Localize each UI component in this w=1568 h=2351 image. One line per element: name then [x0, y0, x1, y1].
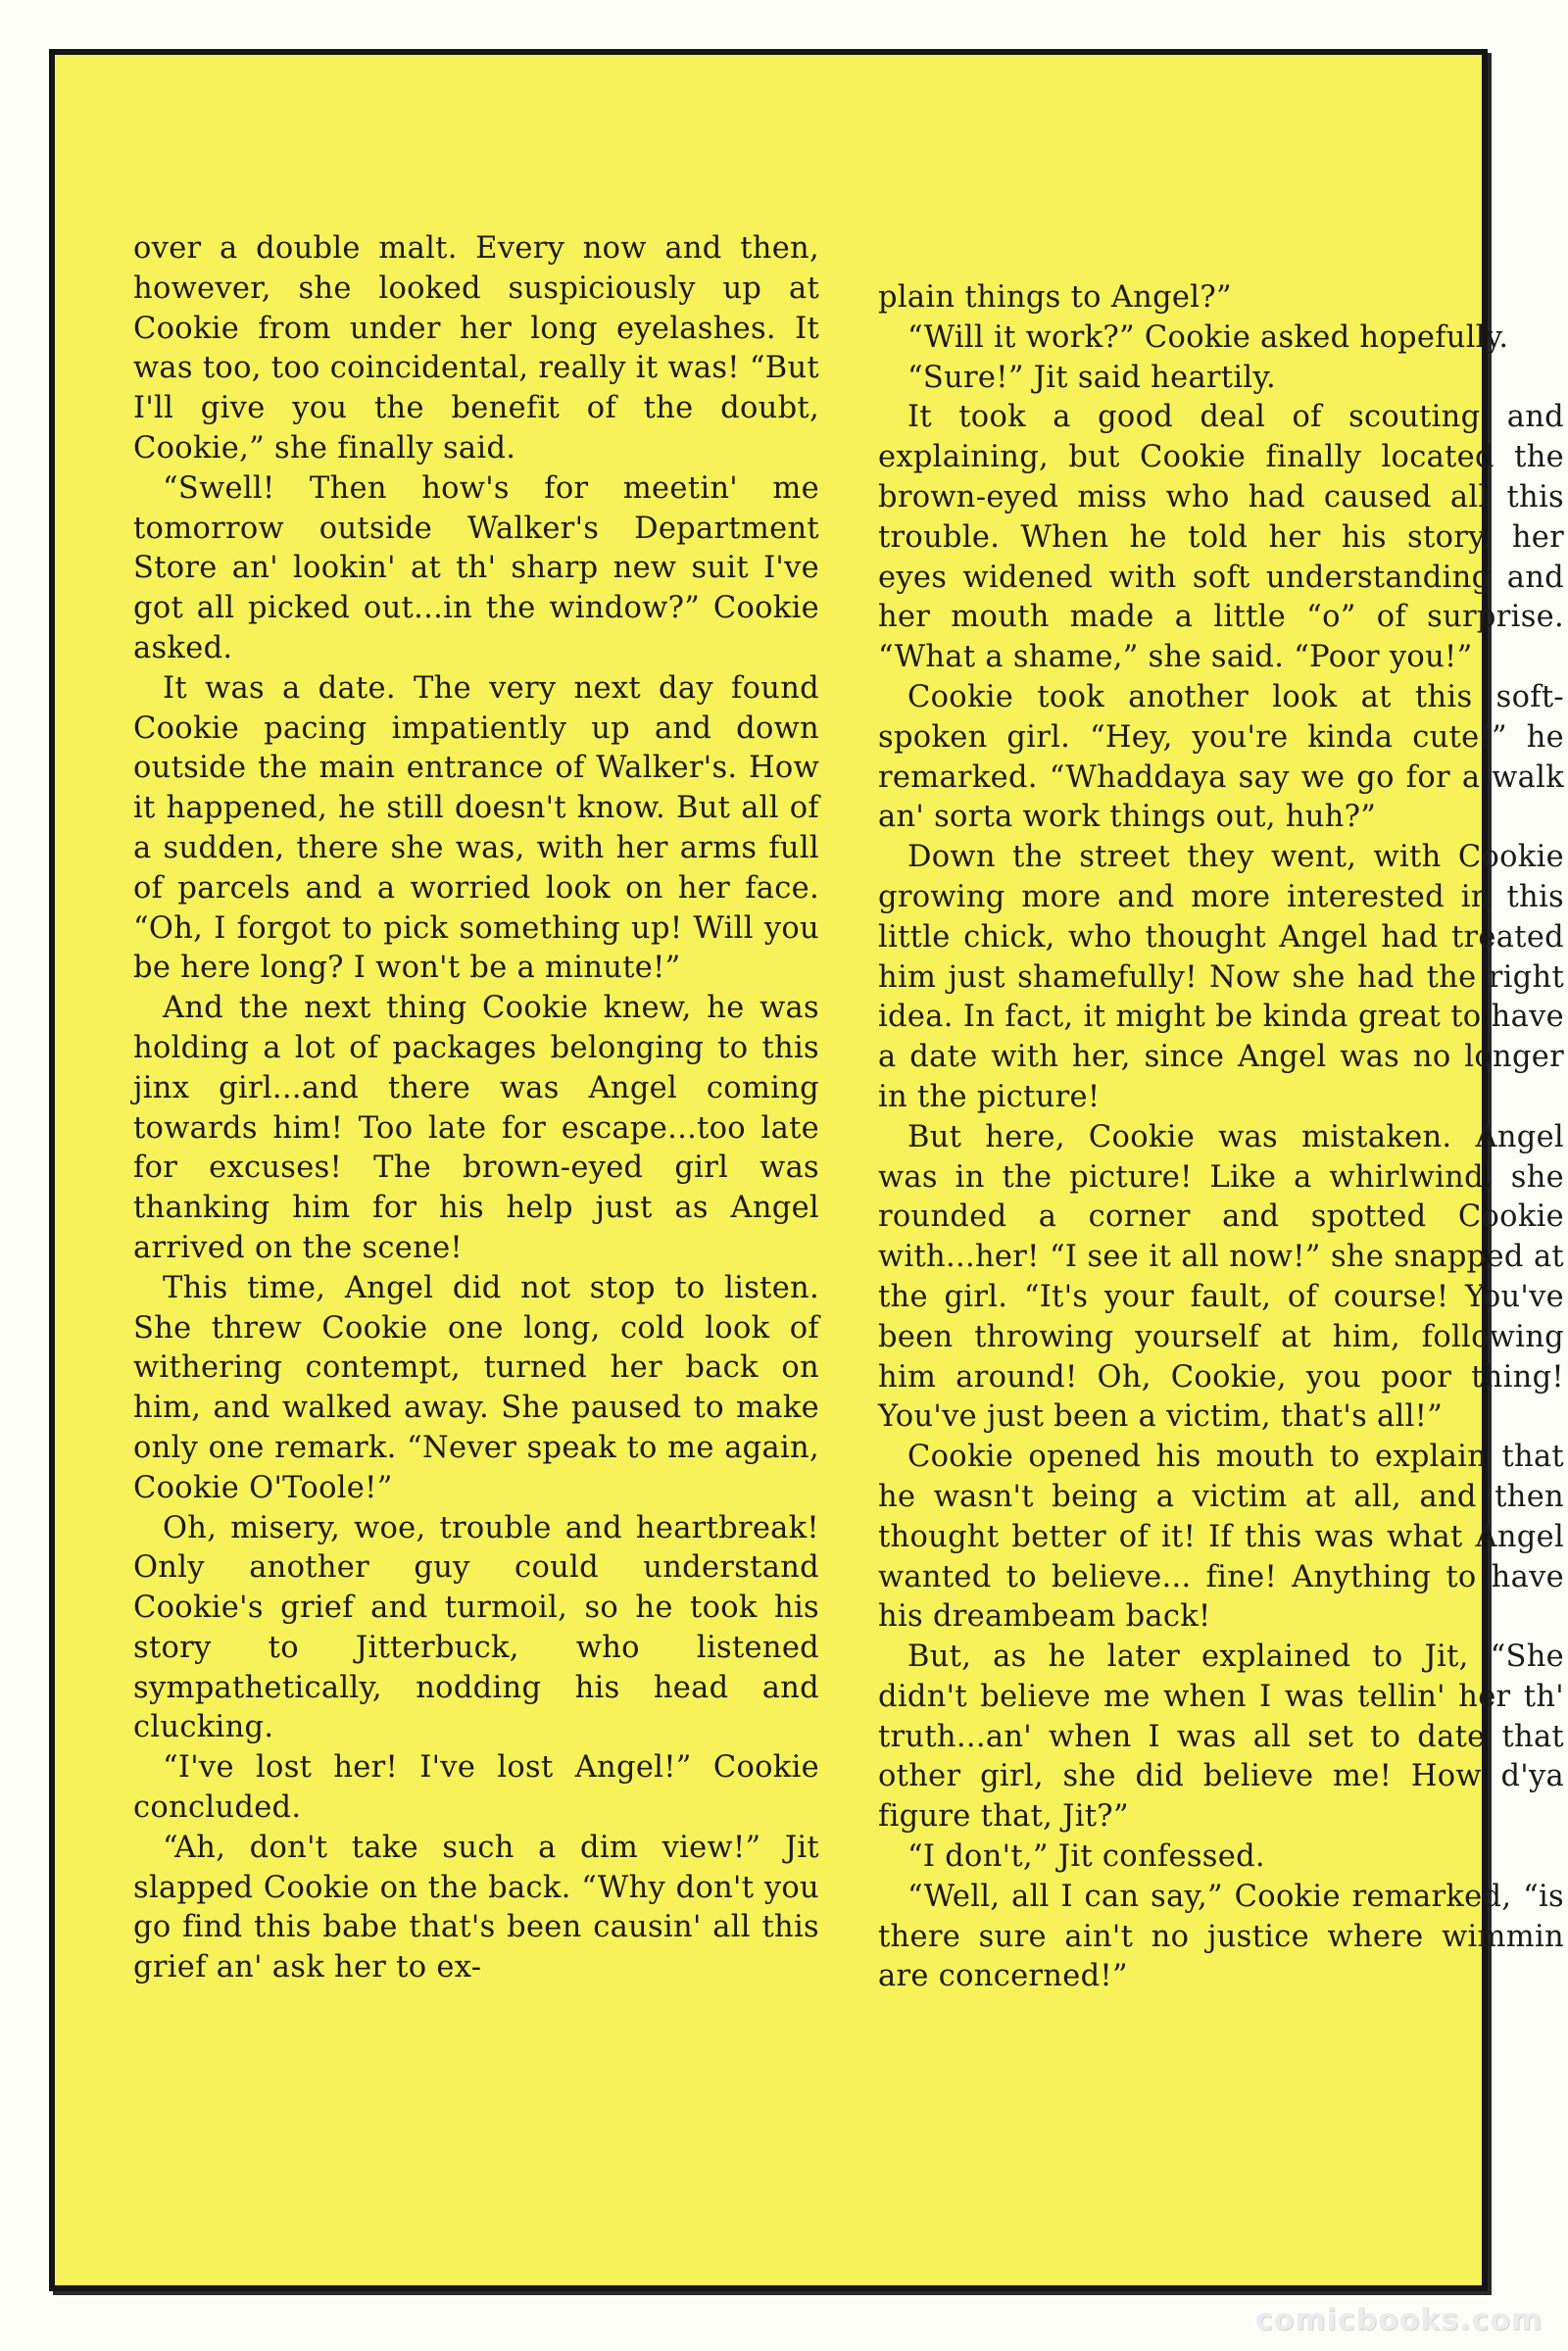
right-text-column	[878, 278, 1564, 1997]
paragraph: It took a good deal of scouting and explaining, but Cookie finally located the brown-eyed miss who had caused all this trouble. When he told her his story, her eyes widened with soft understanding and her mouth made a little “o” of surprise. “What a shame,” she said. “Poor you!”	[878, 400, 1564, 675]
paragraph: “Sure!” Jit said heartily.	[907, 360, 1276, 395]
left-text-column	[133, 229, 819, 1988]
watermark: comicbooks.com	[1254, 2303, 1543, 2337]
paragraph: “Ah, don't take such a dim view!” Jit slapped Cookie on the back. “Why don't you go find this babe that's been causin' all this grief an' ask her to ex-	[133, 1830, 819, 1985]
paragraph: Cookie opened his mouth to explain that he wasn't being a victim at all, and then thought better of it! If this was what Angel wanted to believe... fine! Anything to have his dreambeam back!	[878, 1440, 1564, 1635]
paragraph: And the next thing Cookie knew, he was holding a lot of packages belonging to this jinx girl...and there was Angel coming towards him! Too late for escape...too late for excuses! The brown-eyed girl was thanking him for his help just as Angel arrived on the scene!	[133, 991, 819, 1265]
paragraph: But, as he later explained to Jit, “She didn't believe me when I was tellin' her th' truth...an' when I was all set to date that other girl, she did believe me! How d'ya figure that, Jit?”	[878, 1640, 1564, 1835]
paragraph: “Well, all I can say,” Cookie remarked, “is there sure ain't no justice where wimmin are concerned!”	[878, 1879, 1564, 1994]
paragraph: Cookie took another look at this soft-spoken girl. “Hey, you're kinda cute!” he remarked. “Whaddaya say we go for a walk an' sorta work things out, huh?”	[878, 679, 1564, 835]
paragraph: “I've lost her! I've lost Angel!” Cookie concluded.	[133, 1750, 819, 1826]
paragraph: “Swell! Then how's for meetin' me tomorrow outside Walker's Department Store an' lookin' at th' sharp new suit I've got all picked out...in the window?” Cookie asked.	[133, 470, 819, 665]
text-panel	[49, 49, 1564, 2291]
paragraph: This time, Angel did not stop to listen. She threw Cookie one long, cold look of withering contempt, turned her back on him, and walked away. She paused to make only one remark. “Never speak to me again, Cookie O'Toole!”	[133, 1270, 819, 1505]
paragraph: “Will it work?” Cookie asked hopefully.	[907, 319, 1509, 355]
paragraph: plain things to Angel?”	[878, 280, 1232, 315]
paragraph: But here, Cookie was mistaken. Angel was in the picture! Like a whirlwind, she rounded a corner and spotted Cookie with...her! “I see it all now!” she snapped at the girl. “It's your fault, of course! You've been throwing yourself at him, following him around! Oh, Cookie, you poor thing! You've just been a victim, that's all!”	[878, 1119, 1564, 1435]
paragraph: “I don't,” Jit confessed.	[907, 1839, 1265, 1875]
paragraph: over a double malt. Every now and then, however, she looked suspiciously up at Cookie from under her long eyelashes. It was too, too coincidental, really it was! “But I'll give you the benefit of the doubt, Cookie,” she finally said.	[133, 231, 819, 465]
paragraph: It was a date. The very next day found Cookie pacing impatiently up and down outside the main entrance of Walker's. How it happened, he still doesn't know. But all of a sudden, there she was, with her arms full of parcels and a worried look on her face. “Oh, I forgot to pick something up! Will you be here long? I won't be a minute!”	[133, 670, 819, 986]
paragraph: Oh, misery, woe, trouble and heartbreak! Only another guy could understand Cookie's grief and turmoil, so he took his story to Jitterbuck, who listened sympathetically, nodding his head and clucking.	[133, 1510, 819, 1745]
paragraph: Down the street they went, with Cookie growing more and more interested in this little chick, who thought Angel had treated him just shamefully! Now she had the right idea. In fact, it might be kinda great to have a date with her, since Angel was no longer in the picture!	[878, 840, 1564, 1114]
